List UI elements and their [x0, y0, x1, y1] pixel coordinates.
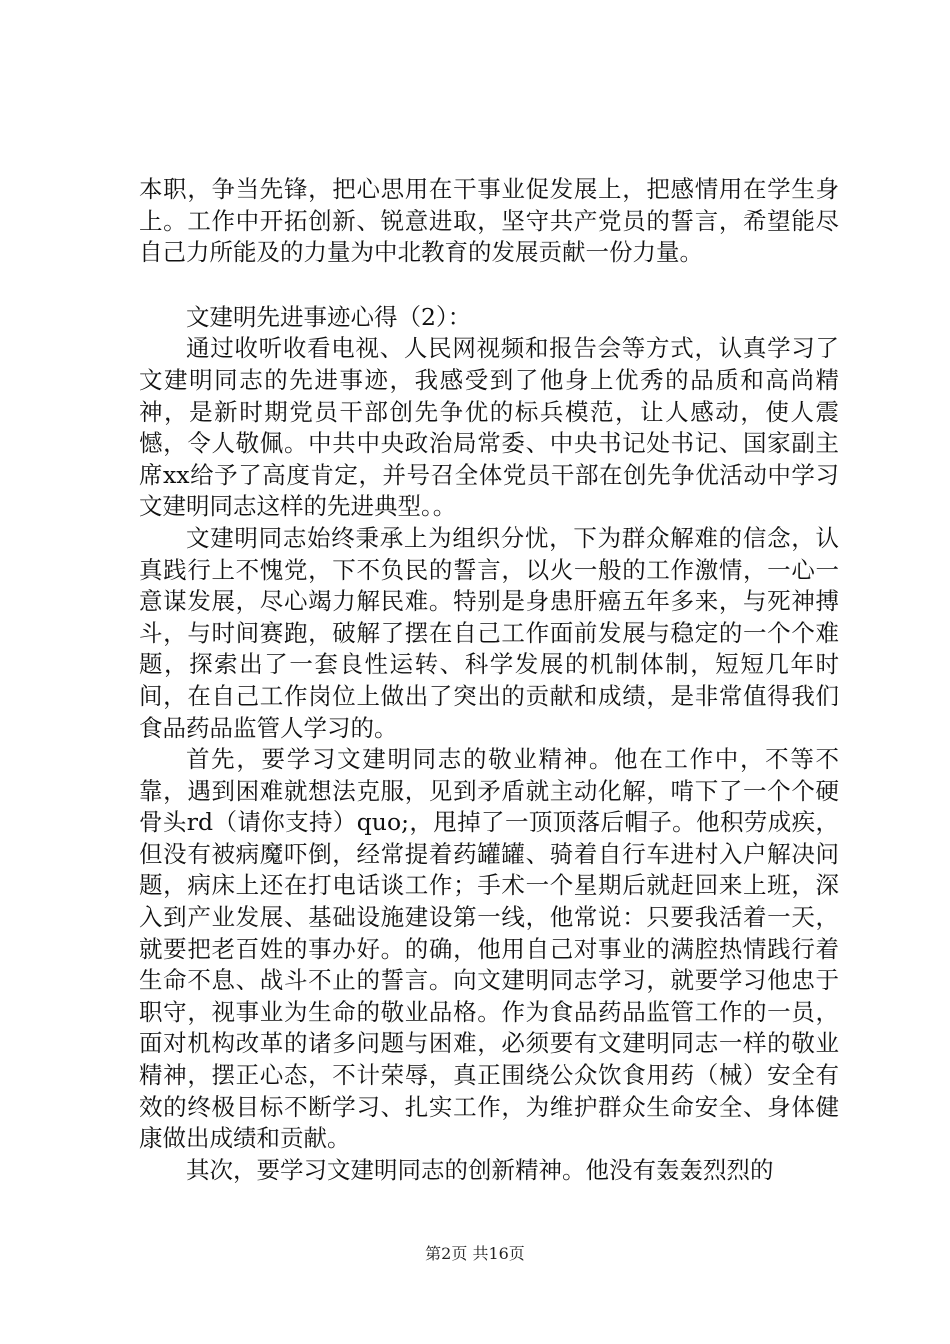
paragraph-belief: 文建明同志始终秉承上为组织分忧，下为群众解难的信念，认真践行上不愧党，下不负民的誓言，以火一般的工作激情，一心一意谋发展，尽心竭力解民难。特别是身患肝癌五年多来，与死神搏斗，与时间赛跑，破解了摆在自己工作面前发展与稳定的一个个难题，探索出了一套良性运转、科学发展的机制体制，短短几年时间，在自己工作岗位上做出了突出的贡献和成绩，是非常值得我们食品药品监管人学习的。 — [139, 523, 839, 742]
paragraph-innovation: 其次，要学习文建明同志的创新精神。他没有轰轰烈烈的 — [186, 1155, 774, 1184]
section-heading: 文建明先进事迹心得（2）： — [186, 302, 472, 331]
page-footer: 第2页 共16页 — [425, 1244, 525, 1263]
paragraph-intro: 通过收听收看电视、人民网视频和报告会等方式，认真学习了文建明同志的先进事迹，我感受到了他身上优秀的品质和高尚精神，是新时期党员干部创先争优的标兵模范，让人感动，使人震憾，令人敬佩。中共中央政治局常委、中央书记处书记、国家副主席xx给予了高度肯定，并号召全体党员干部在创先争优活动中学习文建明同志这样的先进典型。。 — [139, 334, 839, 521]
paragraph-dedication: 首先，要学习文建明同志的敬业精神。他在工作中，不等不靠，遇到困难就想法克服，见到矛盾就主动化解，啃下了一个个硬骨头rd（请你支持）quo;，甩掉了一顶顶落后帽子。他积劳成疾，但没有被病魔吓倒，经常提着药罐罐、骑着自行车进村入户解决问题，病床上还在打电话谈工作；手术一个星期后就赶回来上班，深入到产业发展、基础设施建设第一线，他常说：只要我活着一天，就要把老百姓的事办好。的确，他用自己对事业的满腔热情践行着生命不息、战斗不止的誓言。向文建明同志学习，就要学习他忠于职守，视事业为生命的敬业品格。作为食品药品监管工作的一员，面对机构改革的诸多问题与困难，必须要有文建明同志一样的敬业精神，摆正心态，不计荣辱，真正围绕公众饮食用药（械）安全有效的终极目标不断学习、扎实工作，为维护群众生命安全、身体健康做出成绩和贡献。 — [139, 745, 839, 1153]
paragraph-gap — [139, 269, 839, 302]
document-body — [139, 174, 839, 1186]
paragraph-continuation: 本职，争当先锋，把心思用在干事业促发展上，把感情用在学生身上。工作中开拓创新、锐意进取，坚守共产党员的誓言，希望能尽自己力所能及的力量为中北教育的发展贡献一份力量。 — [139, 175, 839, 267]
